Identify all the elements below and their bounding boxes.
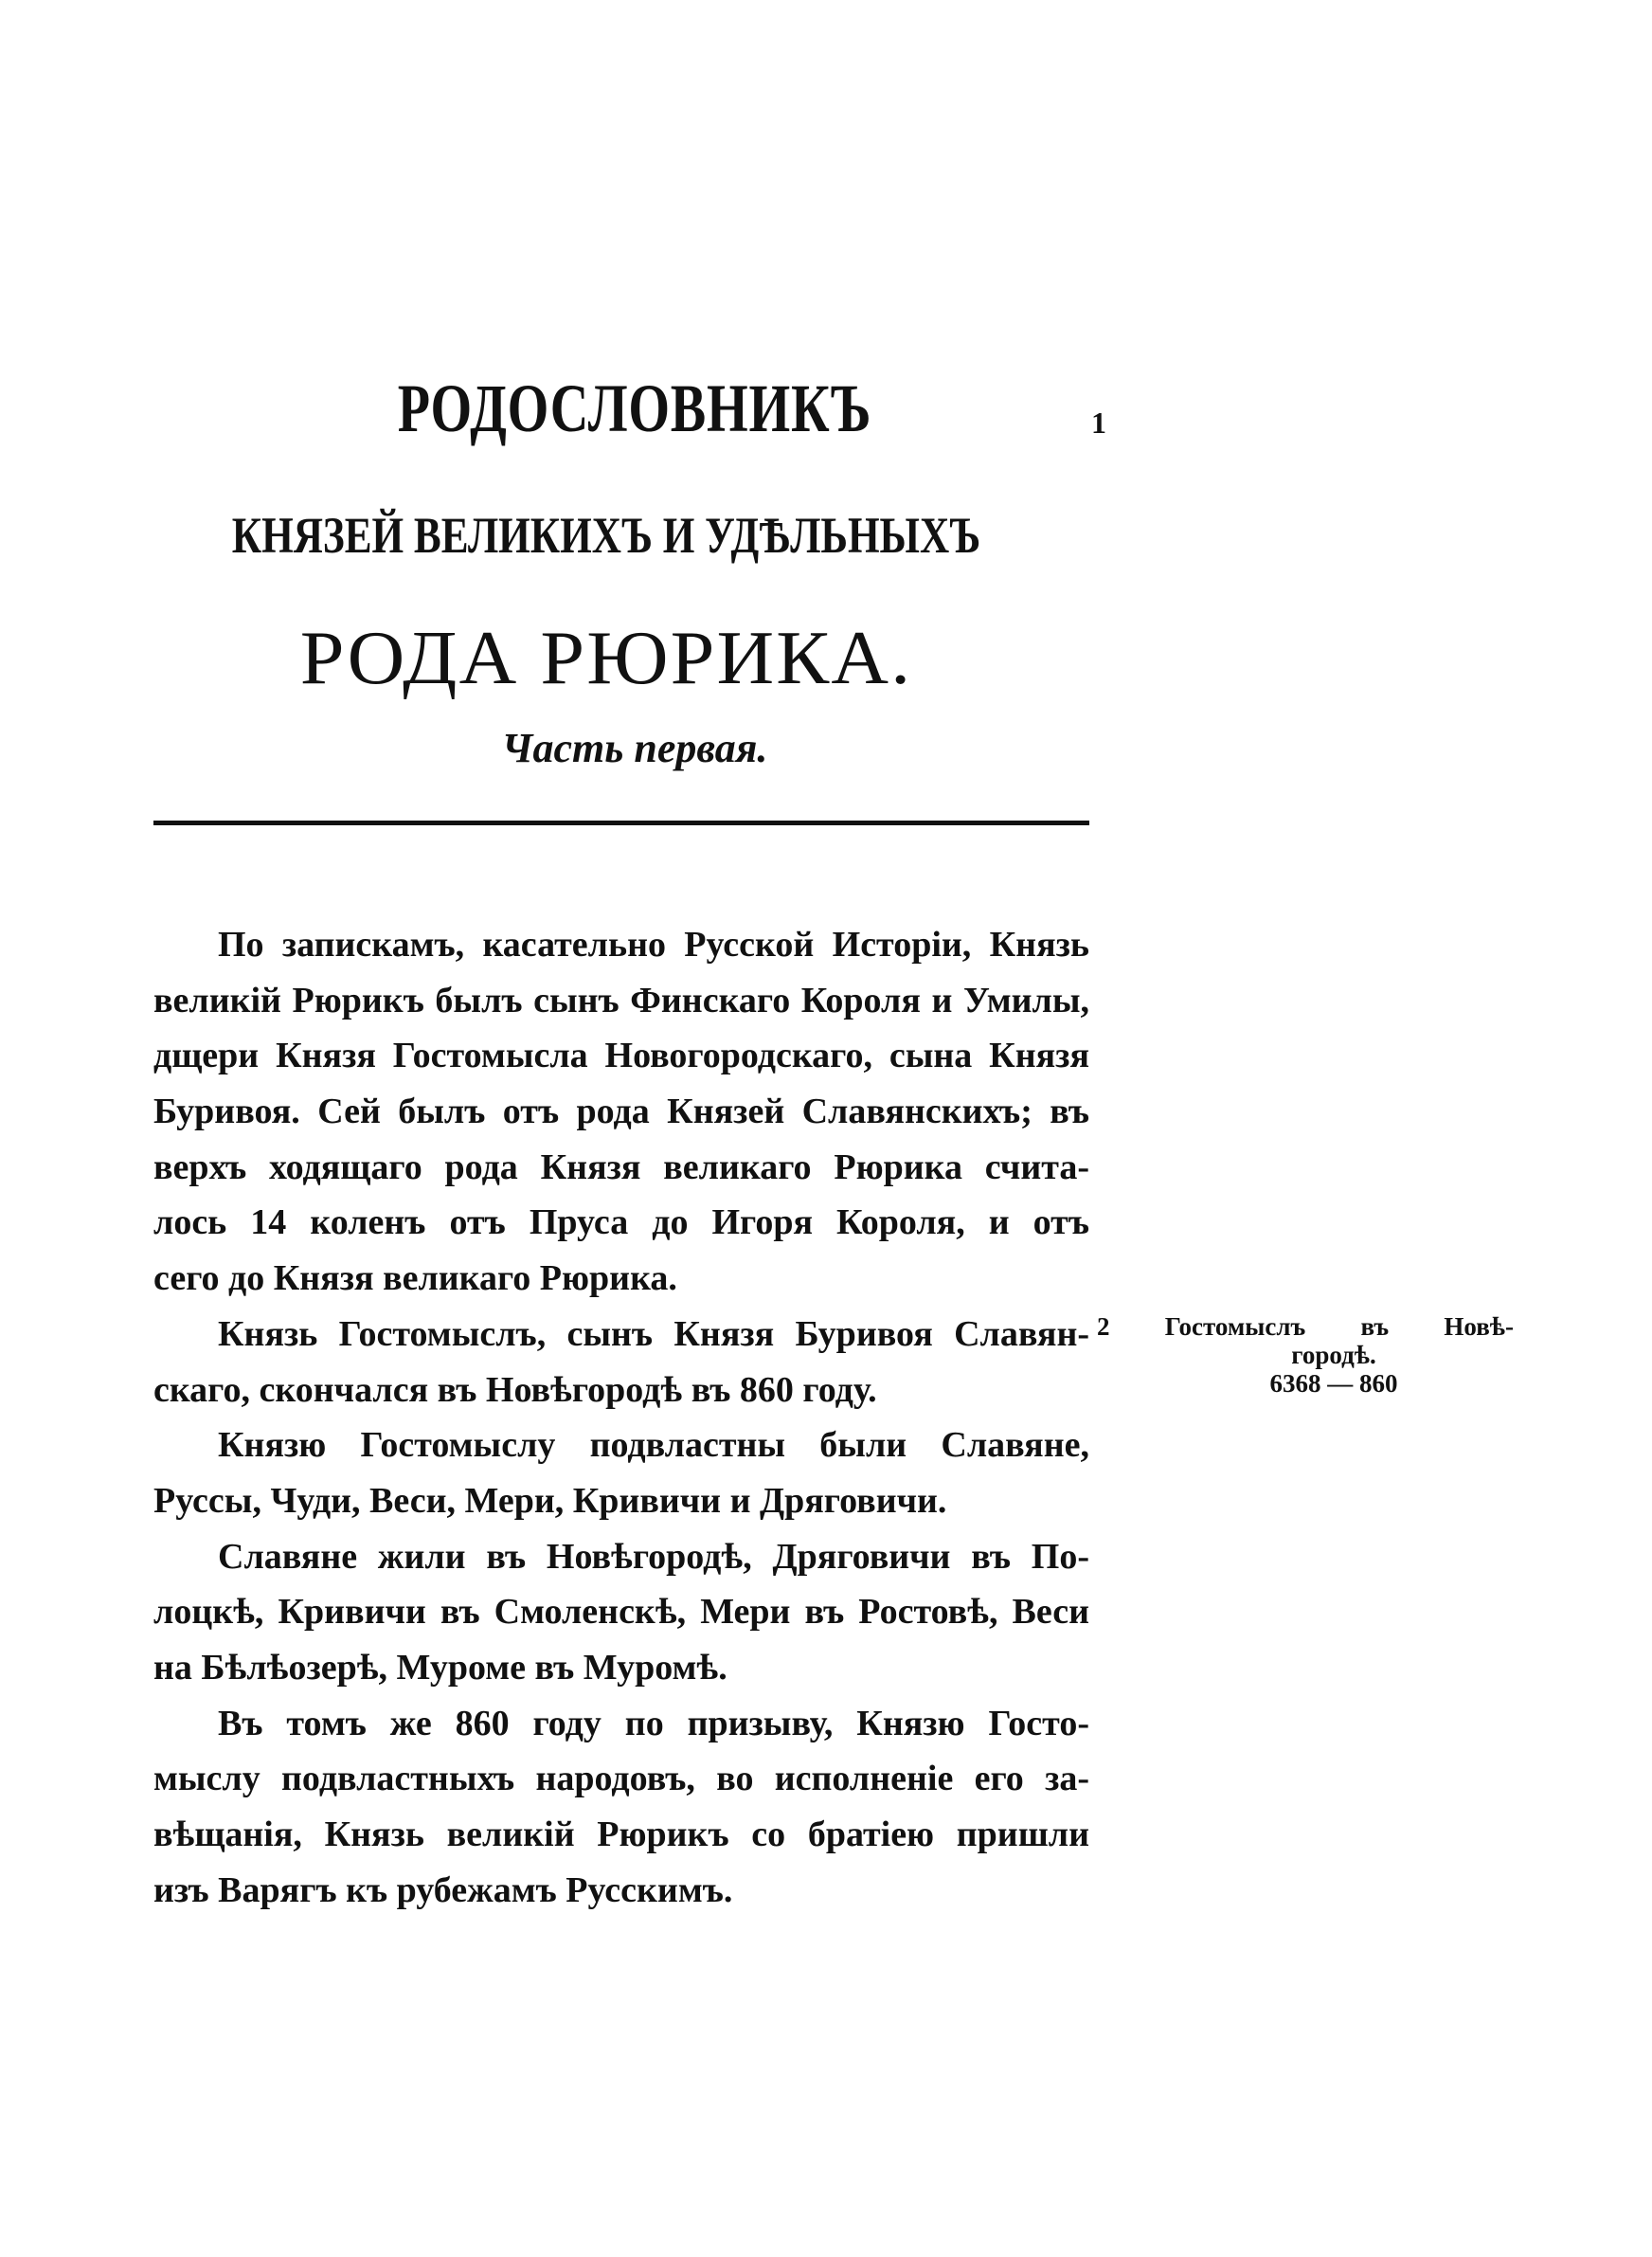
text-line: Руссы, Чуди, Веси, Мери, Кривичи и Дряговичи. bbox=[153, 1480, 947, 1521]
margin-note-name: Гостомыслъ bbox=[1164, 1312, 1306, 1341]
page-number: 1 bbox=[1091, 406, 1106, 440]
text-line: на Бѣлѣозерѣ, Муроме въ Муромѣ. bbox=[153, 1647, 727, 1688]
margin-note-line bbox=[1097, 1312, 1514, 1341]
margin-note-marker: 2 bbox=[1097, 1312, 1110, 1341]
text-line: Буривоя. Сей былъ отъ рода Князей Славянскихъ; въ bbox=[153, 1092, 1089, 1132]
part-heading: Часть первая. bbox=[501, 725, 768, 771]
paragraph-1 bbox=[153, 917, 1089, 1307]
page-title: РОДОСЛОВНИКЪ bbox=[397, 370, 872, 446]
text-line: скаго, скончался въ Новѣгородѣ въ 860 году. bbox=[153, 1369, 877, 1410]
text-line: По запискамъ, касательно Русской Исторіи, Князь bbox=[218, 925, 1089, 965]
title-rule bbox=[153, 821, 1089, 825]
paragraph-2 bbox=[153, 1307, 1089, 1417]
margin-note-place-end: городѣ. bbox=[1291, 1341, 1376, 1369]
text-line: дщери Князя Гостомысла Новогородскаго, сына Князя bbox=[153, 1036, 1089, 1076]
body-text bbox=[153, 917, 1089, 1918]
margin-note-prep: въ bbox=[1360, 1312, 1390, 1341]
text-line: изъ Варягъ къ рубежамъ Русскимъ. bbox=[153, 1869, 733, 1910]
text-line: вѣщанія, Князь великій Рюрикъ со братіею пришли bbox=[153, 1815, 1089, 1854]
paragraph-5 bbox=[153, 1696, 1089, 1919]
text-line: мыслу подвластныхъ народовъ, во исполненіе его за- bbox=[153, 1759, 1089, 1799]
text-line: лось 14 коленъ отъ Пруса до Игоря Короля, и отъ bbox=[153, 1202, 1089, 1243]
margin-note-place-start: Новѣ- bbox=[1444, 1312, 1514, 1341]
text-line: лоцкѣ, Кривичи въ Смоленскѣ, Мери въ Ростовѣ, Веси bbox=[153, 1592, 1089, 1633]
text-line: верхъ ходящаго рода Князя великаго Рюрика счита- bbox=[153, 1147, 1089, 1187]
text-line: Князь Гостомыслъ, сынъ Князя Буривоя Славян- bbox=[218, 1313, 1089, 1354]
margin-note bbox=[1097, 1312, 1514, 1398]
text-line: Князю Гостомыслу подвластны были Славяне, bbox=[218, 1425, 1089, 1466]
margin-note-dates: 6368 — 860 bbox=[1269, 1369, 1398, 1398]
page-subtitle: КНЯЗЕЙ ВЕЛИКИХЪ И УДѢЛЬНЫХЪ bbox=[231, 507, 981, 564]
paragraph-4 bbox=[153, 1529, 1089, 1696]
text-line: великій Рюрикъ былъ сынъ Финскаго Короля и Умилы, bbox=[153, 980, 1089, 1020]
paragraph-3 bbox=[153, 1417, 1089, 1528]
text-line: Въ томъ же 860 году по призыву, Князю Госто- bbox=[218, 1703, 1089, 1743]
text-line: сего до Князя великаго Рюрика. bbox=[153, 1258, 677, 1299]
text-line: Славяне жили въ Новѣгородѣ, Дряговичи въ По- bbox=[218, 1536, 1089, 1577]
page-title-family: РОДА РЮРИКА. bbox=[299, 617, 913, 700]
